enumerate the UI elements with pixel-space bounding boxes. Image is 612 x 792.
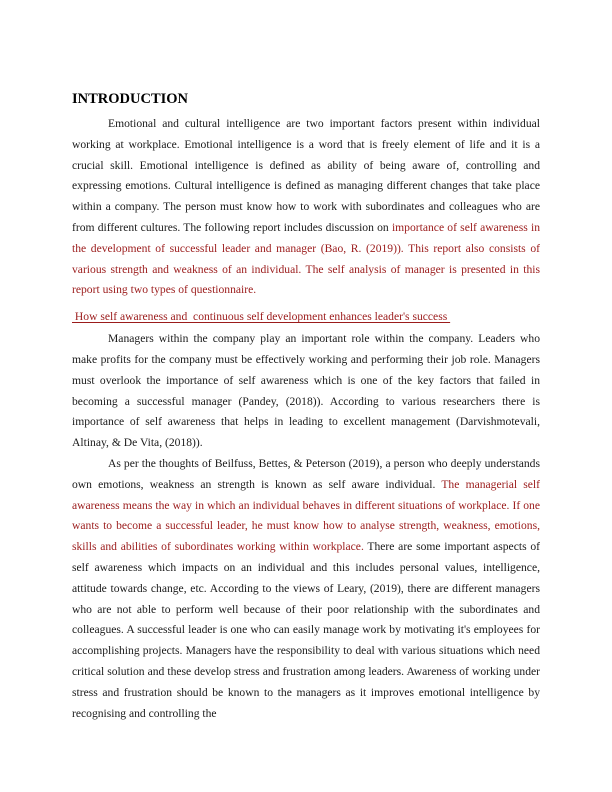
self-awareness-text-end: There are some important aspects of self awareness which impacts on an individual and this includes personal values, intelligence, attitude towards change, etc. According to the views of Leary, (2019), there are different managers who are not able to perform well because of their poor relationship with the subordinates and colleagues. A successful leader is one who can easily manage work by motivating it's employees for accomplishing projects. Managers have the responsibility to deal with various situations which need critical solution and these develop stress and frustration among leaders. Awareness of working under stress and frustration should be known to the managers as it improves emotional intelligence by recognising and controlling the (72, 540, 540, 720)
document-page (72, 88, 540, 724)
self-awareness-paragraph (72, 454, 540, 724)
section-heading: INTRODUCTION (72, 91, 189, 107)
managers-paragraph: Managers within the company play an important role within the company. Leaders who make profits for the company must be effectively working and performing their job role. Managers must overlook the importance of self awareness which is one of the key factors that failed in becoming a successful manager (Pandey, (2018)). According to various researchers there is importance of self awareness that helps in leading to excellent management (Darvishmotevali, Altinay, & De Vita, (2018)). (72, 332, 540, 450)
subsection-heading: How self awareness and continuous self development enhances leader's success (72, 310, 451, 324)
self-awareness-highlighted-text: The managerial self awareness means the way in which an individual behaves in different situations of workplace. If one wants to become a successful leader, he must know how to analyse strength, weakness, emotions, skills and abilities of subordinates working within workplace. (72, 477, 541, 554)
intro-paragraph (72, 114, 540, 301)
intro-highlighted-text: importance of self awareness in the development of successful leader and manager (Bao, R. (2019)). This report also consists of various strength and weakness of an individual. The self analysis of manager is presented in this report using two types of questionnaire. (72, 220, 541, 297)
self-awareness-text-start: As per the thoughts of Beilfuss, Bettes, & Peterson (2019), a person who deeply understands own emotions, weakness an strength is known as self aware individual. (72, 456, 540, 491)
intro-text: Emotional and cultural intelligence are two important factors present within individual working at workplace. Emotional intelligence is a word that is freely element of life and it is a crucial skill. Emotional intelligence is defined as ability of being aware of, controlling and expressing emotions. Cultural intelligence is defined as managing different changes that take place within a company. The person must know how to work with subordinates and colleagues who are from different cultures. The following report includes discussion on (72, 117, 540, 234)
